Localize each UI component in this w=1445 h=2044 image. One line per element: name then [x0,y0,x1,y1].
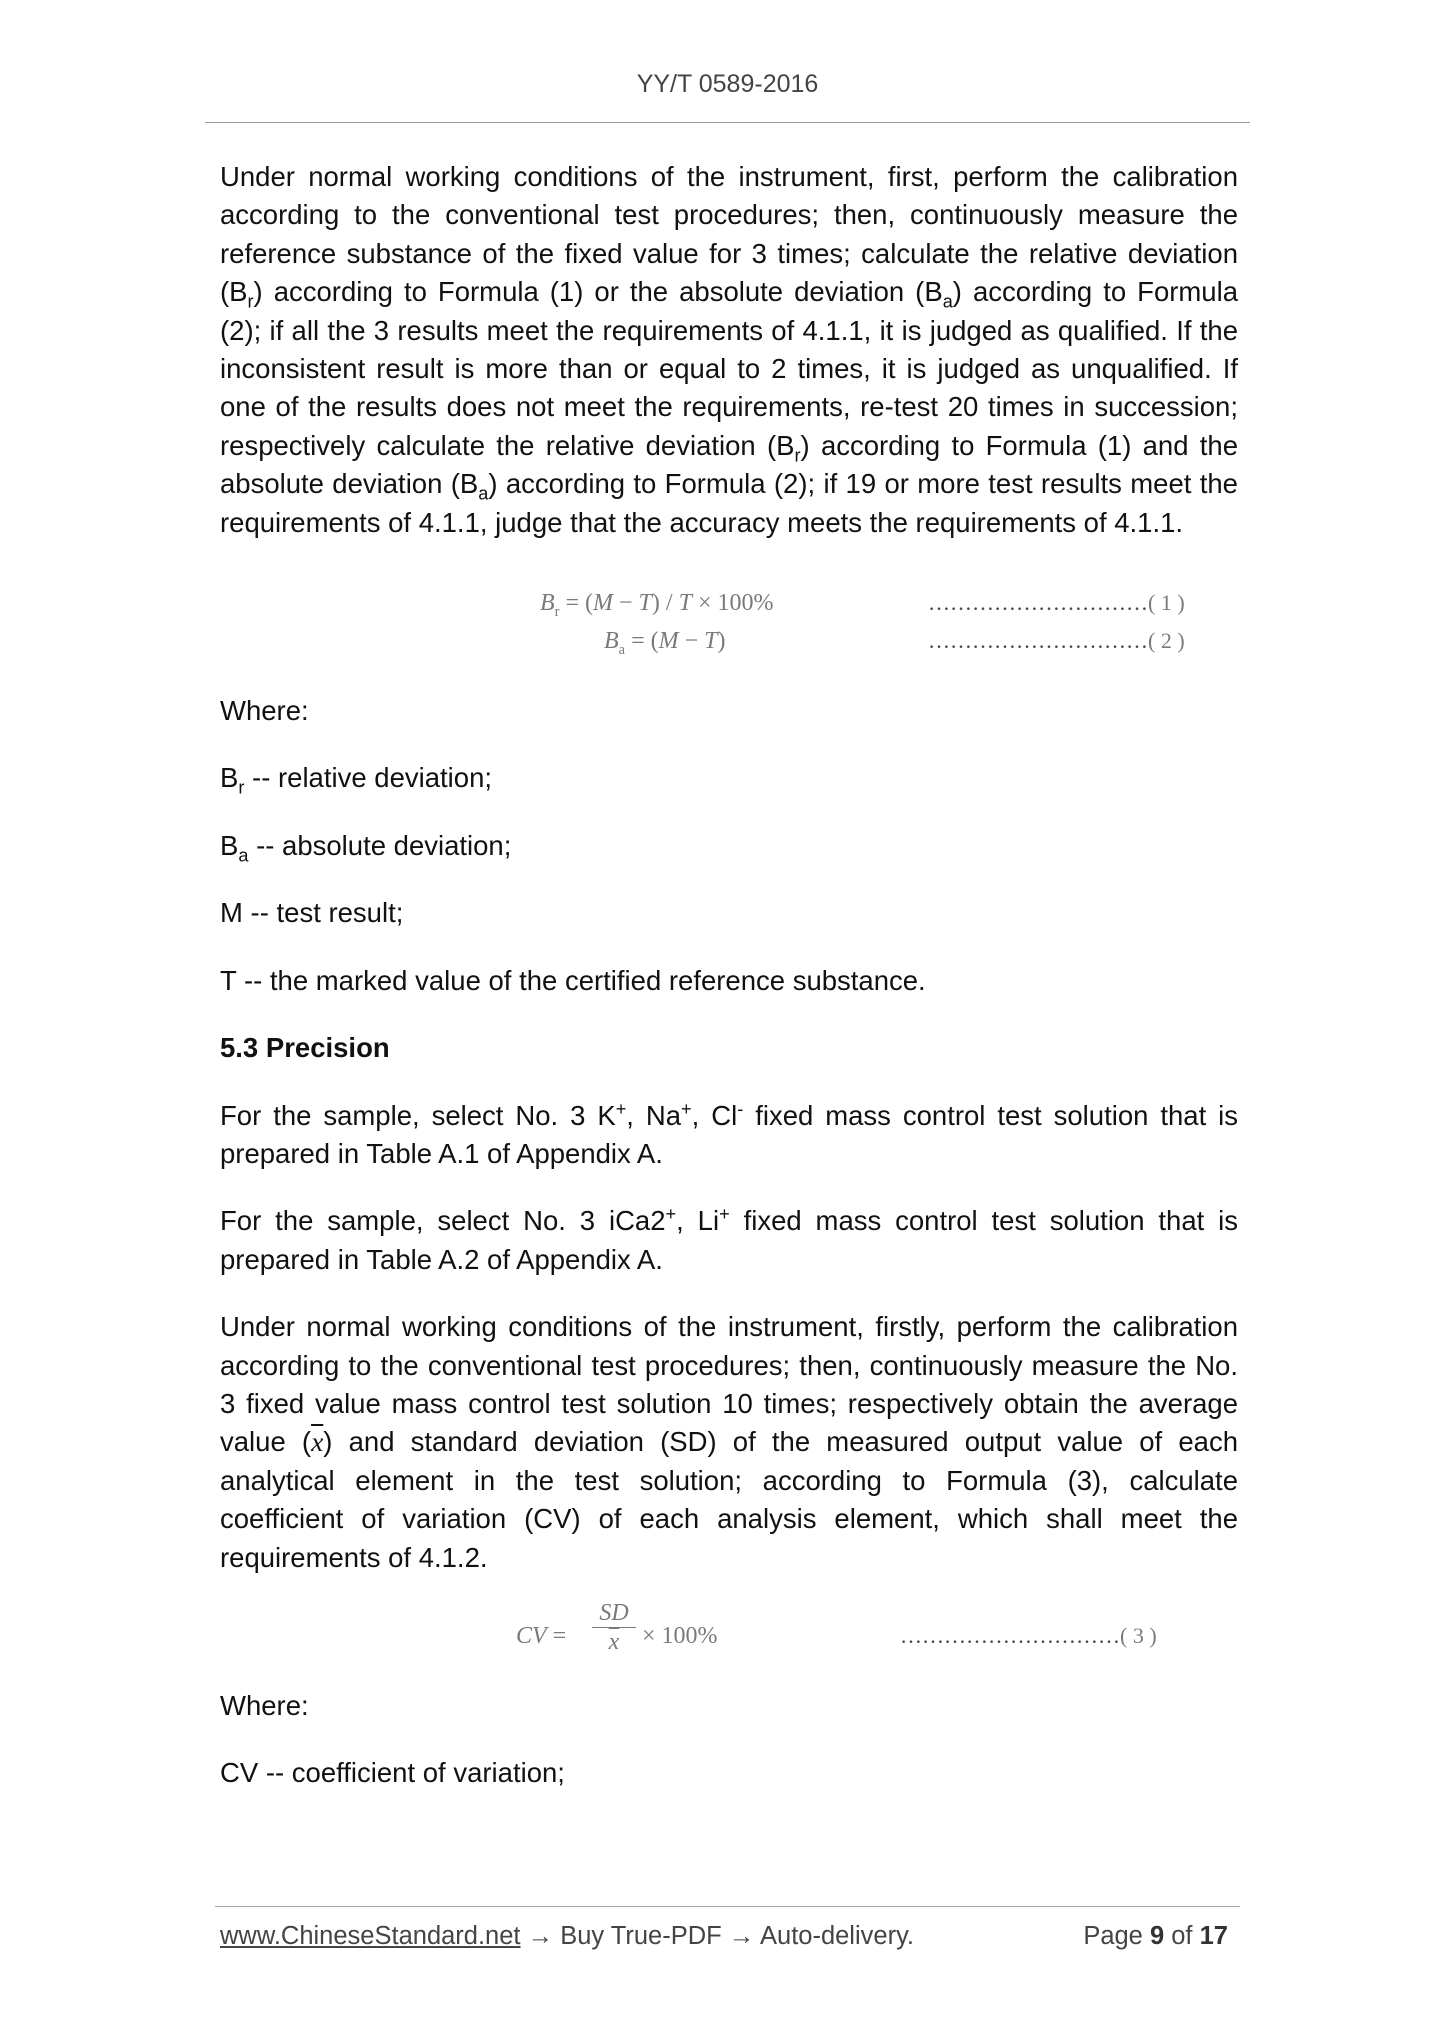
page-indicator: Page 9 of 17 [1083,1922,1228,1950]
page-total: 17 [1199,1922,1228,1950]
formula-2-number: …………………………( 2 ) [928,628,1185,654]
header-divider [205,122,1250,123]
formula-block-3 [220,1577,1238,1687]
subscript-r: r [247,291,254,312]
subscript-a: a [478,483,489,504]
formula-3-lhs: CV = [516,1622,567,1649]
footer-divider [215,1906,1240,1907]
formula-1-number: …………………………( 1 ) [928,590,1185,616]
page-number: 9 [1149,1922,1165,1950]
page-footer [220,1922,1238,1951]
text-run: ) according to Formula (1) and the absolute deviation (B [220,429,1238,500]
sample-paragraph-2: For the sample, select No. 3 iCa2+, Li+ fixed mass control test solution that is prepared in Table A.2 of Appendix A. [220,1204,1239,1275]
definition-m: M -- test result; [220,897,404,929]
auto-delivery-text: Auto-delivery. [760,1922,915,1950]
precision-method-paragraph: Under normal working conditions of the instrument, firstly, perform the calibration according to the conventional test procedures; then, continuously measure the No. 3 fixed value mass control test solution 10 times; respectively obtain the average value $(\overline{x})$ and standard deviation (SD) of the measured output value of each analytical element in the test solution; according to Formula (3), calculate coefficient of variation (CV) of each analysis element, which shall meet the requirements of 4.1.2. [220,1311,1239,1573]
definition-t: T -- the marked value of the certified reference substance. [220,964,926,996]
where-label: Where: [220,695,309,727]
formula-block-1-2 [220,542,1238,692]
formula-3-fraction: $\frac{SD}{x}$ [592,1599,636,1656]
formula-3-number: …………………………( 3 ) [900,1622,1157,1648]
section-heading: 5.3 Precision [220,1032,390,1064]
text-run: Under normal working conditions of the instrument, first, perform the calibration according to the conventional test procedures; then, continuously measure the reference substance of the fixed value for 3 times; calculate the relative deviation (B [220,161,1238,308]
formula-3-tail: × 100% [642,1622,718,1649]
subscript-a: a [942,291,953,312]
definition-cv: CV -- coefficient of variation; [220,1757,565,1789]
chinesestandard-link[interactable]: www.ChineseStandard.net [220,1922,521,1950]
arrow-icon: → [520,1922,561,1950]
accuracy-method-paragraph [220,158,1238,542]
text-run: ) according to Formula (2); if all the 3 results meet the requirements of 4.1.1, it is judged as qualified. If the inconsistent result is more than or equal to 2 times, it is judged as unqualified. If one of the results does not meet the requirements, re-test 20 times in succession; respectively calculate the relative deviation (B [220,276,1239,461]
x-bar-symbol: $\overline{x}$ [311,1426,324,1458]
page-body [220,158,1238,1793]
buy-text: Buy True-PDF [560,1922,722,1950]
text-run: ) according to Formula (1) or the absolute deviation (B [253,276,943,308]
sample-paragraph-1: For the sample, select No. 3 K+, Na+, Cl- fixed mass control test solution that is prepared in Table A.1 of Appendix A. [220,1098,1239,1169]
document-header: YY/T 0589-2016 [636,70,819,98]
formula-1: $B_r = (M - T) / T \times 100\%$ [540,590,774,620]
arrow-icon: → [721,1922,760,1950]
subscript-r: r [794,445,801,466]
text-run: ) according to Formula (2); if 19 or more test results meet the requirements of 4.1.1, judge that the accuracy meets the requirements of 4.1.1. [220,468,1238,538]
formula-2: $B_a = (M - T)$ [604,628,726,658]
where-label-2: Where: [220,1689,309,1721]
definition-br: $B_r$ -- relative deviation; [220,762,492,798]
definition-ba: $B_a$ -- absolute deviation; [220,829,512,866]
